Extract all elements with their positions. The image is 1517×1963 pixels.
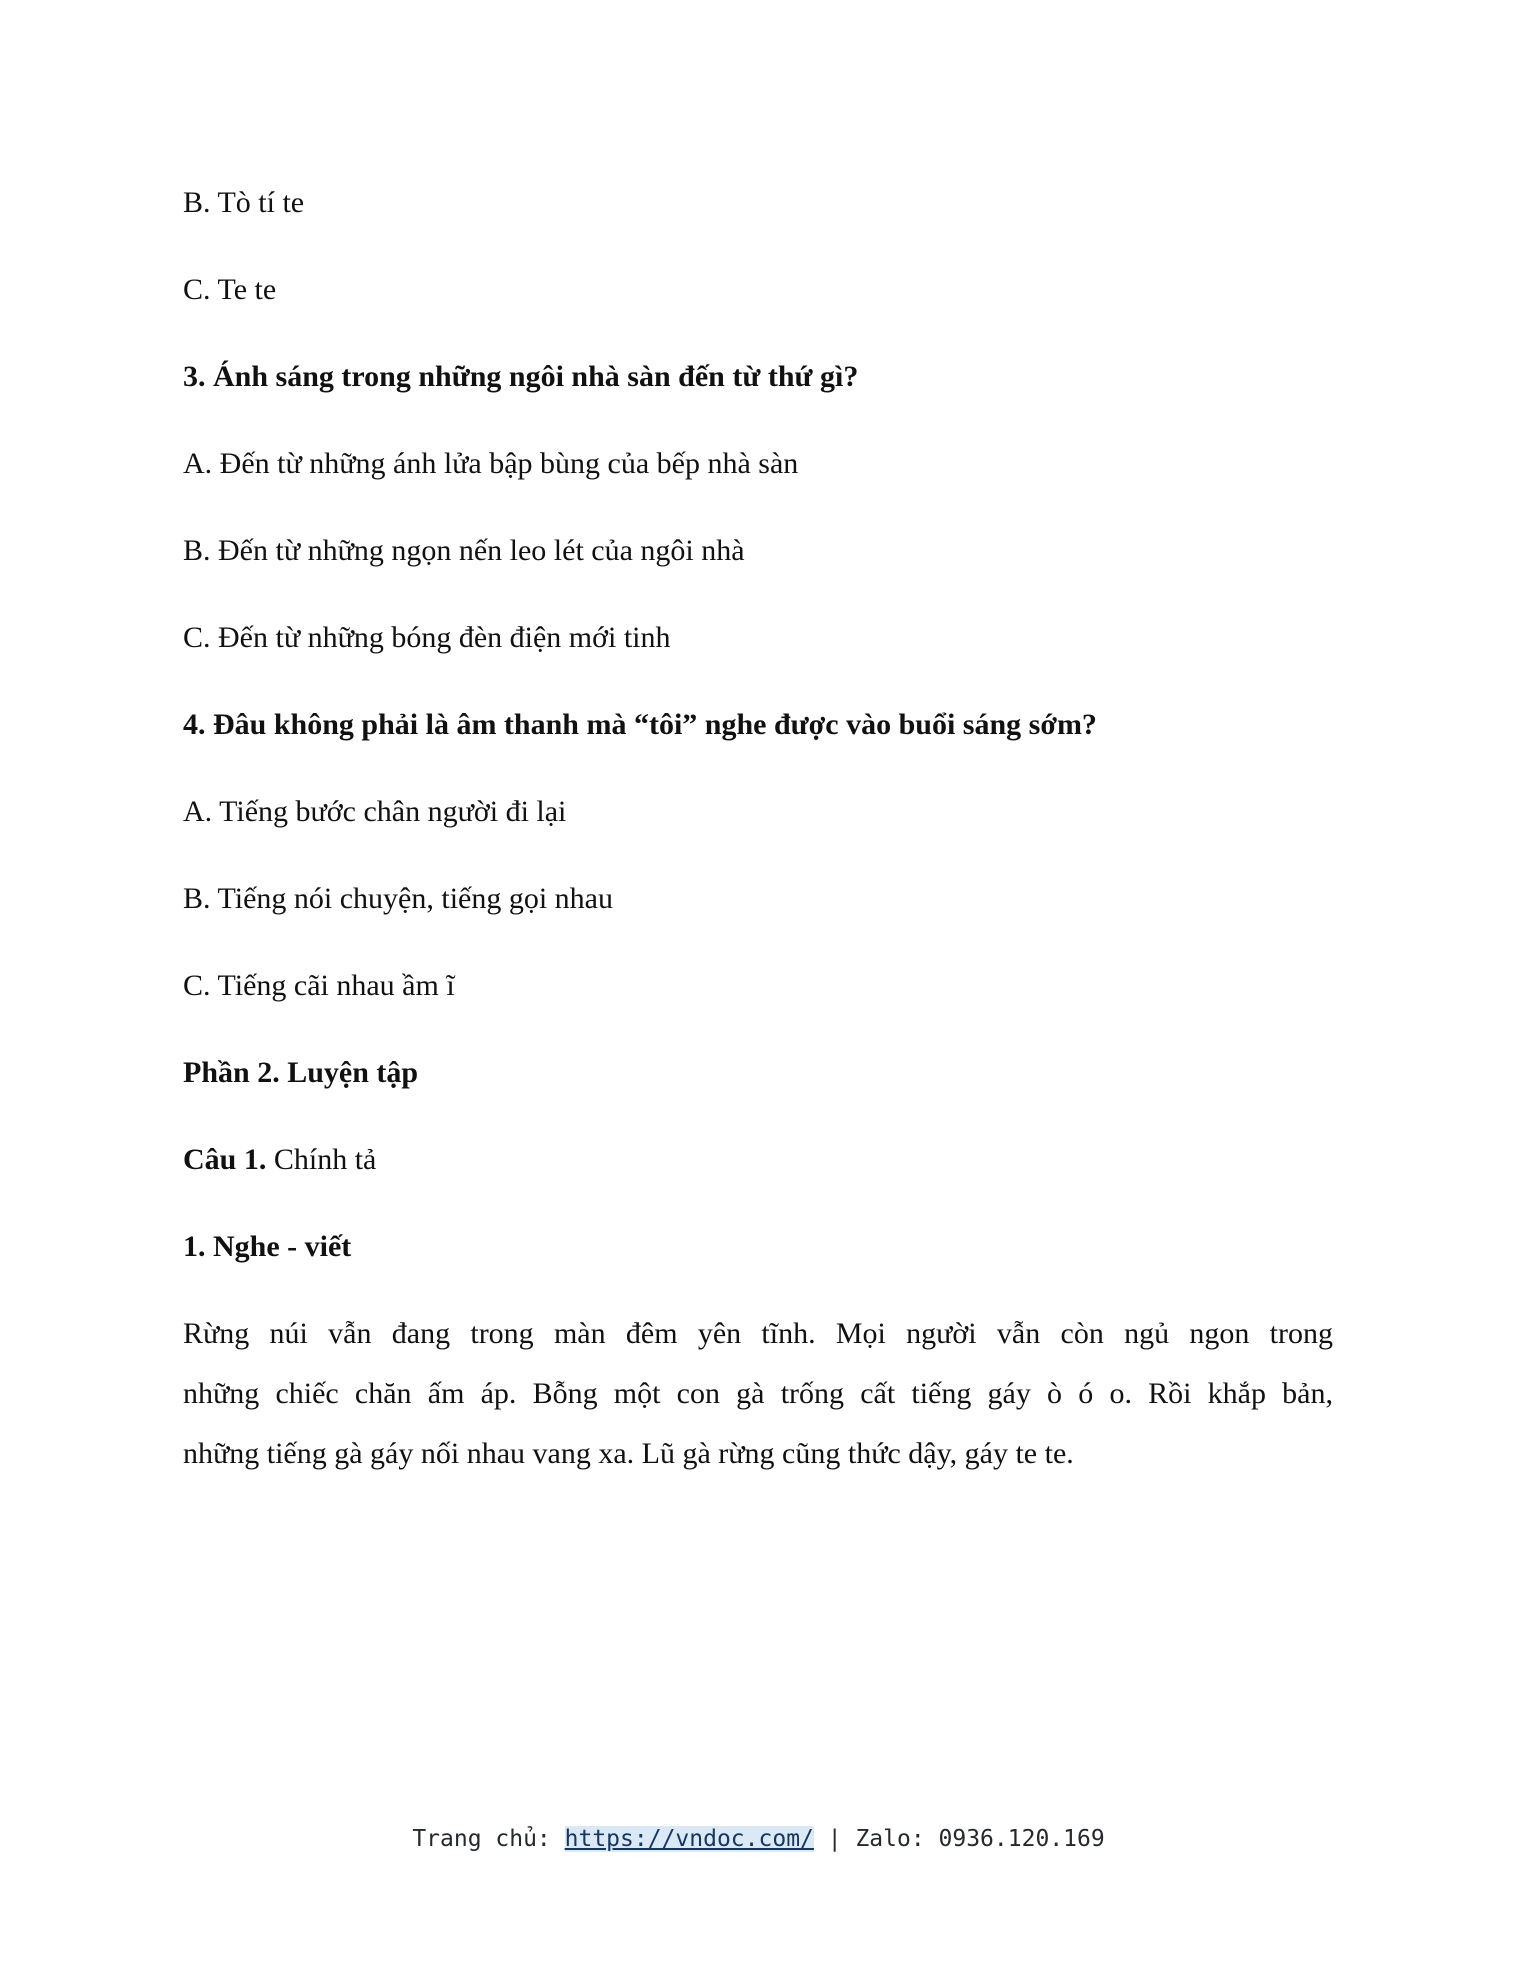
cau1-line bbox=[183, 1142, 1333, 1178]
question4-option-a: A. Tiếng bước chân người đi lại bbox=[183, 795, 567, 828]
worksheet-content bbox=[183, 185, 1333, 1484]
footer-home-link[interactable]: https://vndoc.com/ bbox=[564, 1826, 814, 1852]
dictation-paragraph bbox=[183, 1304, 1333, 1484]
nghe-viet-subheading: 1. Nghe - viết bbox=[183, 1230, 352, 1263]
dictation-line-2: những chiếc chăn ấm áp. Bỗng một con gà trống cất tiếng gáy ò ó o. Rồi khắp bản, bbox=[183, 1377, 1333, 1410]
dictation-line-1: Rừng núi vẫn đang trong màn đêm yên tĩnh. Mọi người vẫn còn ngủ ngon trong bbox=[183, 1317, 1333, 1350]
question2-option-b: B. Tò tí te bbox=[183, 186, 305, 219]
question4-option-b: B. Tiếng nói chuyện, tiếng gọi nhau bbox=[183, 882, 613, 915]
question3-title: 3. Ánh sáng trong những ngôi nhà sàn đến từ thứ gì? bbox=[183, 360, 859, 393]
footer-zalo: Zalo: 0936.120.169 bbox=[855, 1826, 1105, 1852]
question3-option-b: B. Đến từ những ngọn nến leo lét của ngôi nhà bbox=[183, 534, 745, 567]
page-footer bbox=[0, 1822, 1517, 1856]
question2-option-c: C. Te te bbox=[183, 273, 277, 306]
cau1-label: Câu 1. bbox=[183, 1143, 267, 1176]
question4-title: 4. Đâu không phải là âm thanh mà “tôi” nghe được vào buổi sáng sớm? bbox=[183, 708, 1097, 741]
footer-separator: | bbox=[813, 1826, 856, 1852]
question3-option-c: C. Đến từ những bóng đèn điện mới tinh bbox=[183, 621, 671, 654]
question3-option-a: A. Đến từ những ánh lửa bập bùng của bếp nhà sàn bbox=[183, 447, 799, 480]
dictation-line-3: những tiếng gà gáy nối nhau vang xa. Lũ gà rừng cũng thức dậy, gáy te te. bbox=[183, 1437, 1074, 1470]
footer-prefix: Trang chủ: bbox=[412, 1826, 565, 1852]
section2-heading: Phần 2. Luyện tập bbox=[183, 1056, 419, 1089]
question4-option-c: C. Tiếng cãi nhau ầm ĩ bbox=[183, 969, 455, 1002]
cau1-text: Chính tả bbox=[266, 1143, 377, 1176]
